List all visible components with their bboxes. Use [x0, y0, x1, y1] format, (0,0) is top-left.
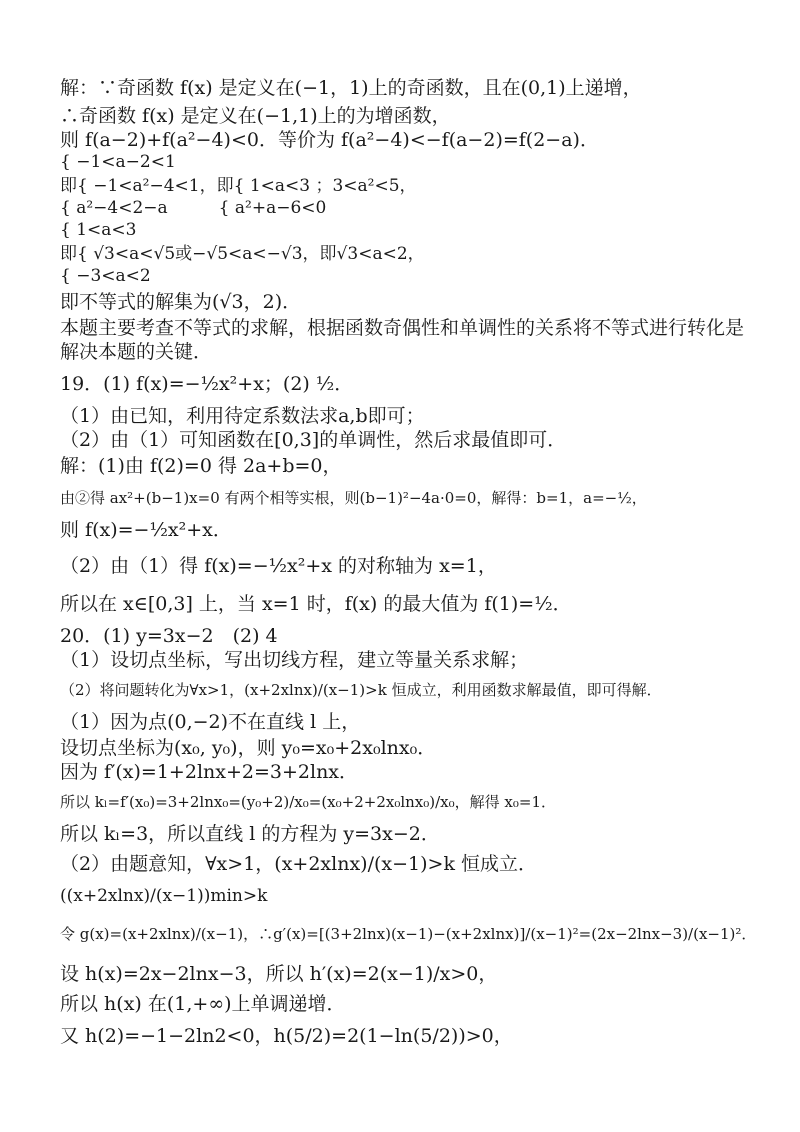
text-line: ((x+2xlnx)/(x−1))min>k: [60, 886, 268, 906]
text-line: 所以 kₗ=f′(x₀)=3+2lnx₀=(y₀+2)/x₀=(x₀+2+2x₀lnx₀)/x₀，解得 x₀=1．: [60, 793, 557, 811]
text-line: 所以在 x∈[0,3] 上，当 x=1 时，f(x) 的最大值为 f(1)=½．: [60, 593, 572, 615]
text-line: 即{ −1<a²−4<1，即{ 1<a<3 ；3<a²<5，: [60, 176, 417, 196]
text-line: 又 h(2)=−1−2ln2<0，h(5/2)=2(1−ln(5/2))>0，: [60, 1025, 513, 1047]
text-line: （1）设切点坐标，写出切线方程，建立等量关系求解；: [60, 649, 529, 671]
text-line: 解决本题的关键．: [60, 341, 213, 363]
text-line: 解：(1)由 f(2)=0 得 2a+b=0，: [60, 455, 342, 477]
text-line: （2）由（1）可知函数在[0,3]的单调性，然后求最值即可．: [60, 429, 567, 451]
text-line: 所以 kₗ=3，所以直线 l 的方程为 y=3x−2．: [60, 823, 440, 845]
text-line: { −1<a−2<1: [60, 152, 176, 172]
text-line: 令 g(x)=(x+2xlnx)/(x−1)，∴g′(x)=[(3+2lnx)(x−1)−(x+2xlnx)]/(x−1)²=(2x−2lnx−3)/(x−1)²．: [60, 925, 757, 943]
text-line: 设切点坐标为(x₀, y₀)，则 y₀=x₀+2x₀lnx₀．: [60, 737, 437, 759]
text-line: （2）由题意知，∀x>1，(x+2xlnx)/(x−1)>k 恒成立．: [60, 853, 537, 875]
text-line: { a²−4<2−a { a²+a−6<0: [60, 198, 327, 218]
text-line: { 1<a<3: [60, 220, 137, 240]
text-line: 本题主要考查不等式的求解，根据函数奇偶性和单调性的关系将不等式进行转化是: [60, 317, 745, 339]
text-line: ∴奇函数 f(x) 是定义在(−1,1)上的为增函数，: [60, 105, 451, 127]
text-line: 20．(1) y=3x−2 (2) 4: [60, 625, 278, 647]
text-line: 由②得 ax²+(b−1)x=0 有两个相等实根，则(b−1)²−4a·0=0，解得：b=1，a=−½，: [60, 489, 647, 507]
text-line: 因为 f′(x)=1+2lnx+2=3+2lnx．: [60, 761, 359, 783]
text-line: （1）由已知，利用待定系数法求a,b即可；: [60, 405, 425, 427]
text-line: 即{ √3<a<√5或−√5<a<−√3，即√3<a<2，: [60, 244, 425, 264]
text-line: 19．(1) f(x)=−½x²+x；(2) ½．: [60, 373, 354, 395]
text-line: 设 h(x)=2x−2lnx−3，所以 h′(x)=2(x−1)/x>0，: [60, 963, 498, 985]
text-line: 所以 h(x) 在(1,+∞)上单调递增．: [60, 993, 346, 1015]
text-line: 则 f(x)=−½x²+x．: [60, 519, 232, 541]
text-line: （2）由（1）得 f(x)=−½x²+x 的对称轴为 x=1，: [60, 555, 497, 577]
text-line: （1）因为点(0,−2)不在直线 l 上，: [60, 711, 361, 733]
text-line: 即不等式的解集为(√3，2)．: [60, 291, 302, 313]
text-line: （2）将问题转化为∀x>1，(x+2xlnx)/(x−1)>k 恒成立，利用函数求解最值，即可得解．: [60, 681, 662, 699]
text-line: { −3<a<2: [60, 266, 151, 286]
text-line: 则 f(a−2)+f(a²−4)<0．等价为 f(a²−4)<−f(a−2)=f(2−a)．: [60, 129, 599, 151]
text-line: 解：∵奇函数 f(x) 是定义在(−1，1)上的奇函数，且在(0,1)上递增，: [60, 77, 642, 99]
